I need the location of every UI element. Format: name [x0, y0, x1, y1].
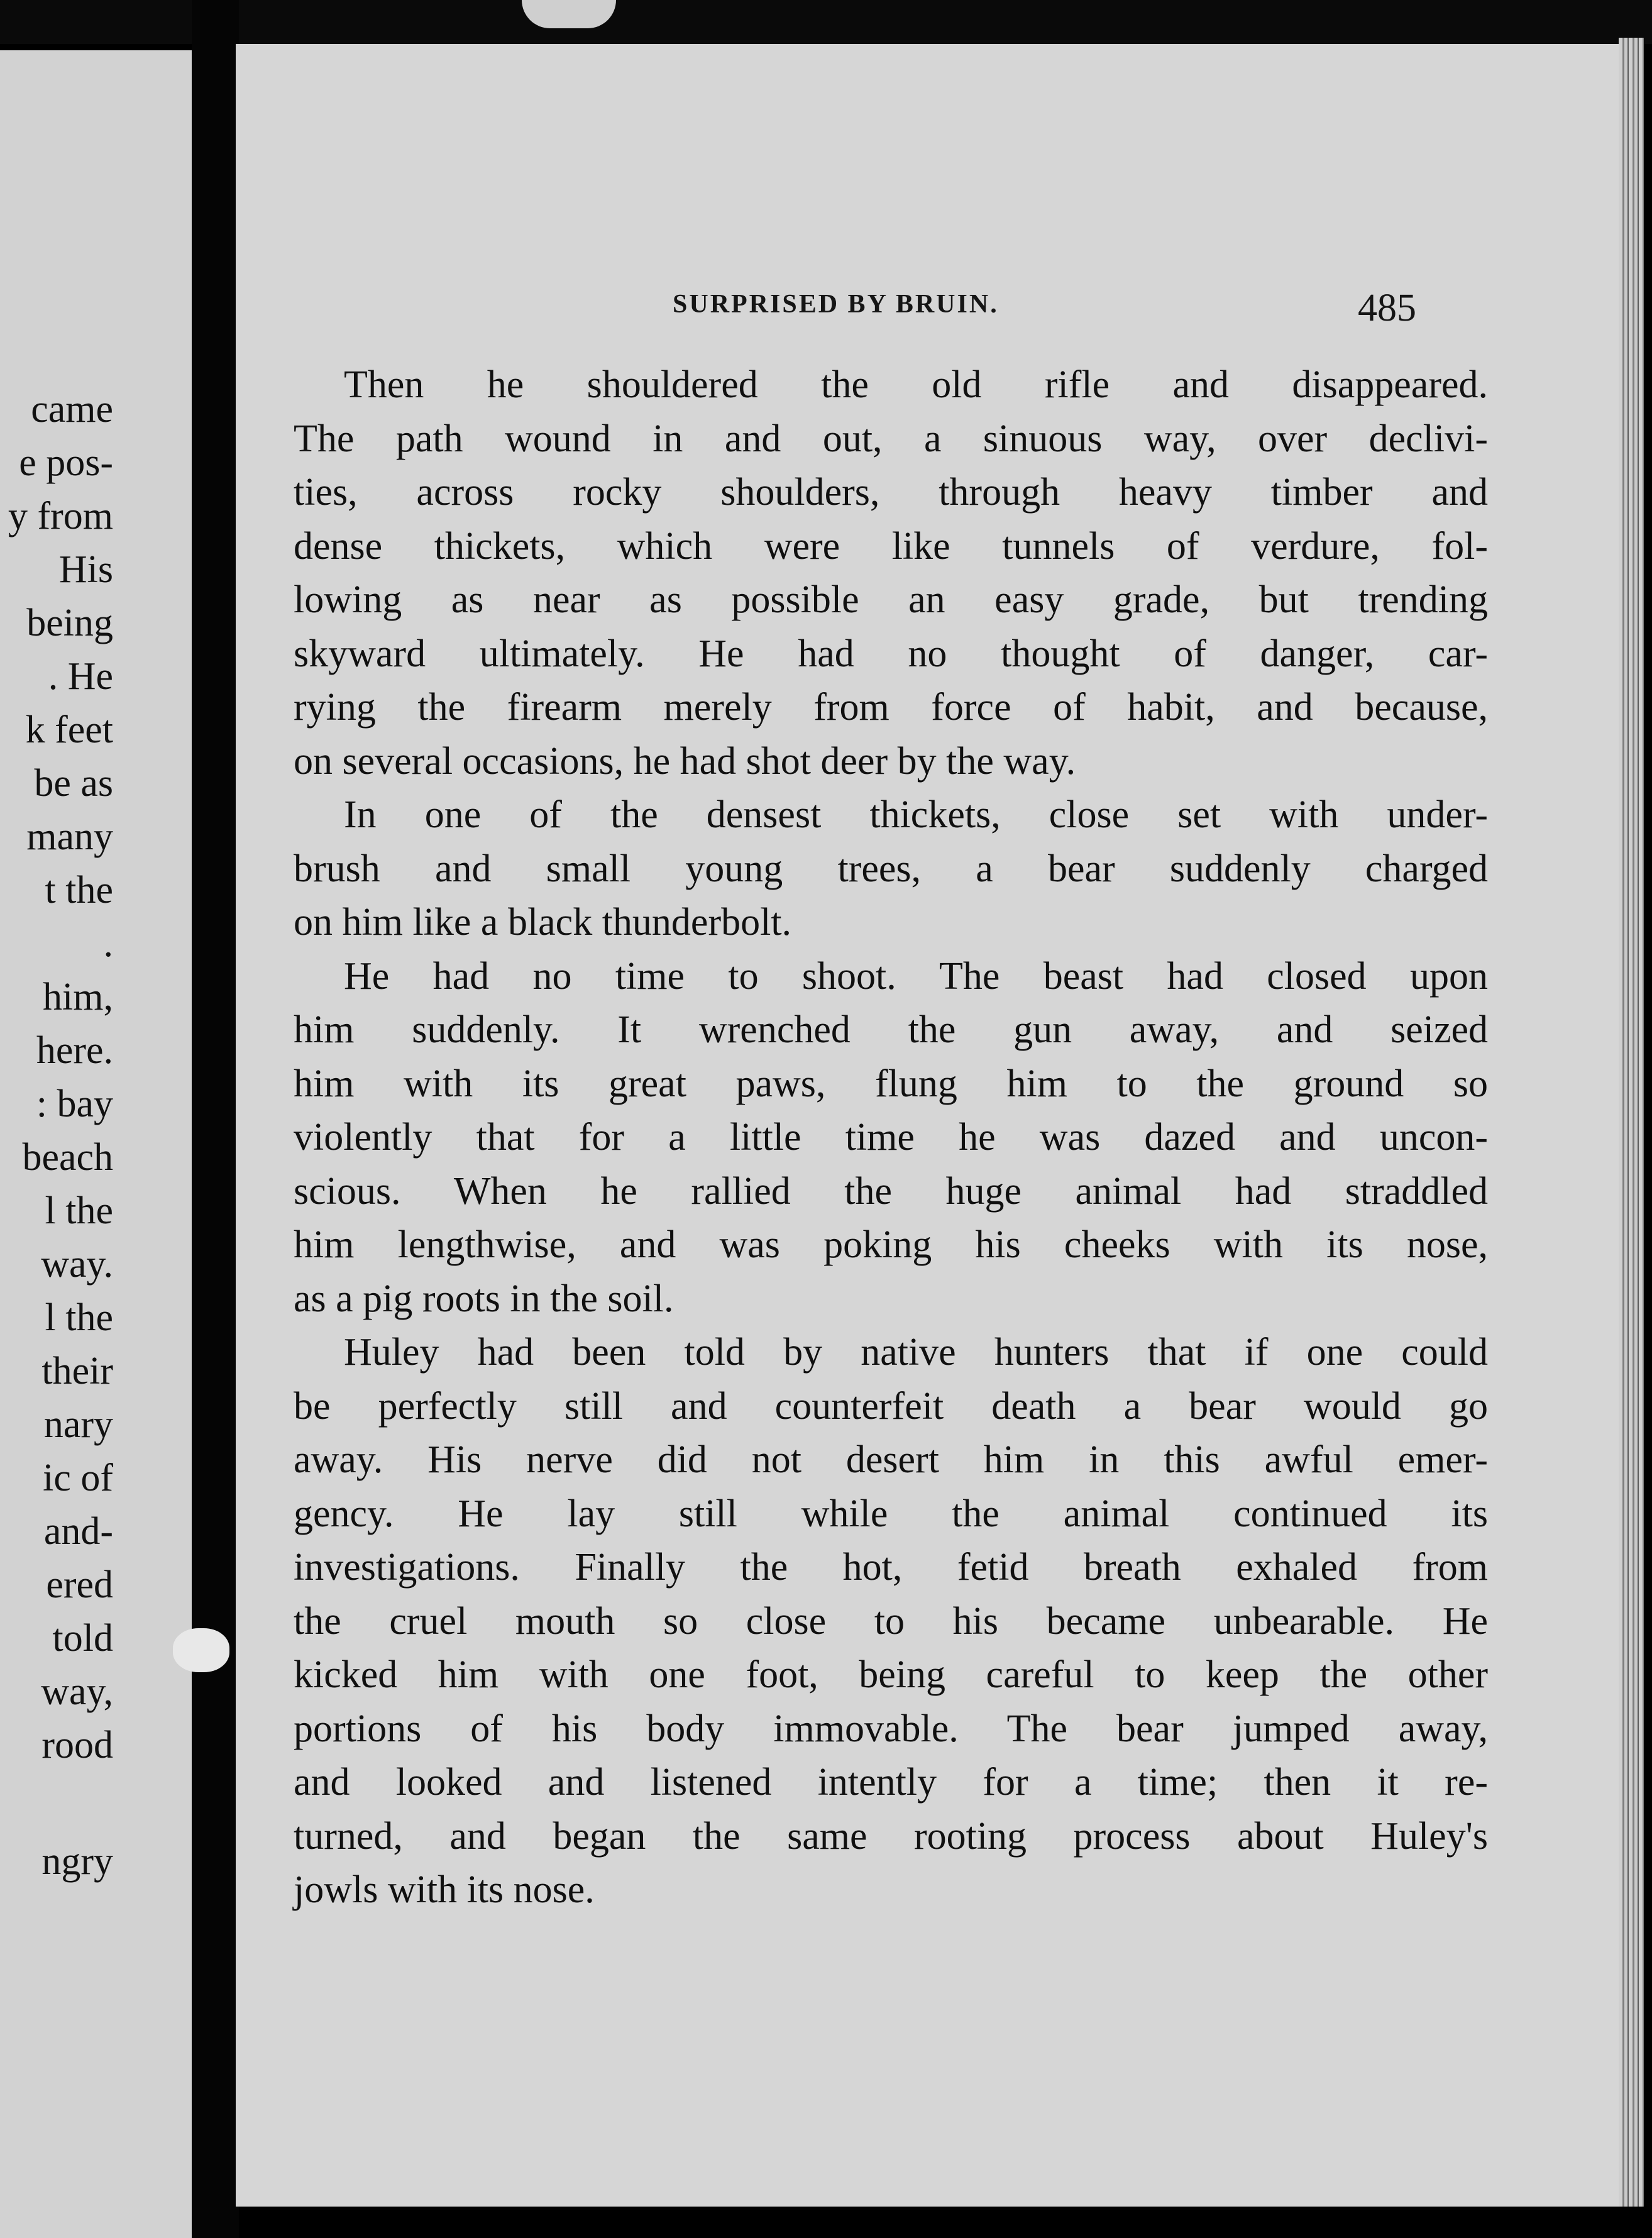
left-page-line: . He: [48, 655, 113, 698]
left-page-line: way.: [41, 1243, 113, 1286]
text-line: him lengthwise, and was poking his cheeks with its nose,: [294, 1223, 1488, 1266]
page-edges: [1619, 38, 1644, 2207]
text-line: away. His nerve did not desert him in this awful emer-: [294, 1438, 1488, 1481]
left-page-line: beach: [22, 1136, 113, 1179]
text-line: him suddenly. It wrenched the gun away, and seized: [294, 1008, 1488, 1051]
text-line: and looked and listened intently for a time; then it re-: [294, 1761, 1488, 1804]
left-page-line: t the: [45, 869, 113, 912]
left-page-line: being: [26, 602, 113, 644]
text-line: turned, and began the same rooting process about Huley's: [294, 1814, 1488, 1858]
paragraph: [294, 1326, 1488, 1917]
left-page-line: l the: [45, 1296, 113, 1339]
left-page-line: him,: [43, 976, 113, 1018]
text-line: skyward ultimately. He had no thought of danger, car-: [294, 632, 1488, 675]
text-line: portions of his body immovable. The bear jumped away,: [294, 1707, 1488, 1750]
text-line: lowing as near as possible an easy grade, but trending: [294, 578, 1488, 621]
text-line: The path wound in and out, a sinuous way, over declivi-: [294, 417, 1488, 460]
text-line: as a pig roots in the soil.: [294, 1277, 674, 1320]
page-number: 485: [1358, 287, 1416, 329]
text-line: kicked him with one foot, being careful to keep the other: [294, 1653, 1488, 1696]
left-page-line: k feet: [25, 708, 113, 751]
book-gutter: [192, 0, 239, 2238]
book-page: [236, 44, 1619, 2207]
left-page-line: His: [58, 548, 113, 591]
text-line: be perfectly still and counterfeit death a bear would go: [294, 1384, 1488, 1428]
left-page-line: here.: [36, 1029, 113, 1072]
left-page-line: their: [41, 1350, 113, 1392]
running-head: SURPRISED BY BRUIN.: [673, 290, 999, 319]
paragraph: [294, 788, 1488, 950]
text-line: dense thickets, which were like tunnels of verdure, fol-: [294, 524, 1488, 568]
left-page-line: ngry: [41, 1840, 113, 1883]
paragraph: [294, 358, 1488, 788]
paragraph: [294, 950, 1488, 1326]
left-page-line: came: [31, 388, 113, 431]
text-line: scious. When he rallied the huge animal had straddled: [294, 1169, 1488, 1213]
left-page-line: ered: [46, 1563, 113, 1606]
left-page-line: nary: [43, 1403, 113, 1446]
text-line: on several occasions, he had shot deer by the way.: [294, 739, 1076, 783]
left-page-line: y from: [8, 495, 113, 537]
left-page-line: rood: [41, 1724, 113, 1767]
scan-blemish: [522, 0, 616, 28]
text-line: violently that for a little time he was dazed and uncon-: [294, 1116, 1488, 1159]
text-line: Then he shouldered the old rifle and disappeared.: [344, 363, 1488, 406]
text-line: investigations. Finally the hot, fetid breath exhaled from: [294, 1546, 1488, 1589]
left-page-line: told: [52, 1617, 113, 1660]
left-page-line: .: [103, 922, 113, 965]
text-line: on him like a black thunderbolt.: [294, 901, 792, 944]
left-page-line: way,: [41, 1670, 113, 1713]
text-line: rying the firearm merely from force of habit, and because,: [294, 686, 1488, 729]
text-line: him with its great paws, flung him to the ground so: [294, 1062, 1488, 1105]
text-line: jowls with its nose.: [294, 1868, 595, 1911]
text-line: In one of the densest thickets, close set with under-: [344, 793, 1488, 836]
text-line: He had no time to shoot. The beast had closed upon: [344, 954, 1488, 998]
left-page-line: be as: [34, 762, 113, 805]
previous-page-fragment: [0, 50, 192, 2238]
text-line: ties, across rocky shoulders, through heavy timber and: [294, 471, 1488, 514]
left-page-line: l the: [45, 1189, 113, 1232]
left-page-line: ic of: [43, 1457, 113, 1499]
left-page-line: and-: [43, 1510, 113, 1553]
scan-top-border: [0, 0, 1652, 44]
text-line: the cruel mouth so close to his became unbearable. He: [294, 1599, 1488, 1643]
left-page-line: : bay: [36, 1083, 113, 1125]
paper-blemish: [173, 1628, 229, 1672]
text-line: gency. He lay still while the animal continued its: [294, 1492, 1488, 1535]
text-line: brush and small young trees, a bear suddenly charged: [294, 847, 1488, 890]
text-line: Huley had been told by native hunters that if one could: [344, 1331, 1488, 1374]
left-page-line: e pos-: [19, 441, 113, 484]
left-page-line: many: [26, 815, 113, 858]
page-body: [294, 358, 1488, 1917]
